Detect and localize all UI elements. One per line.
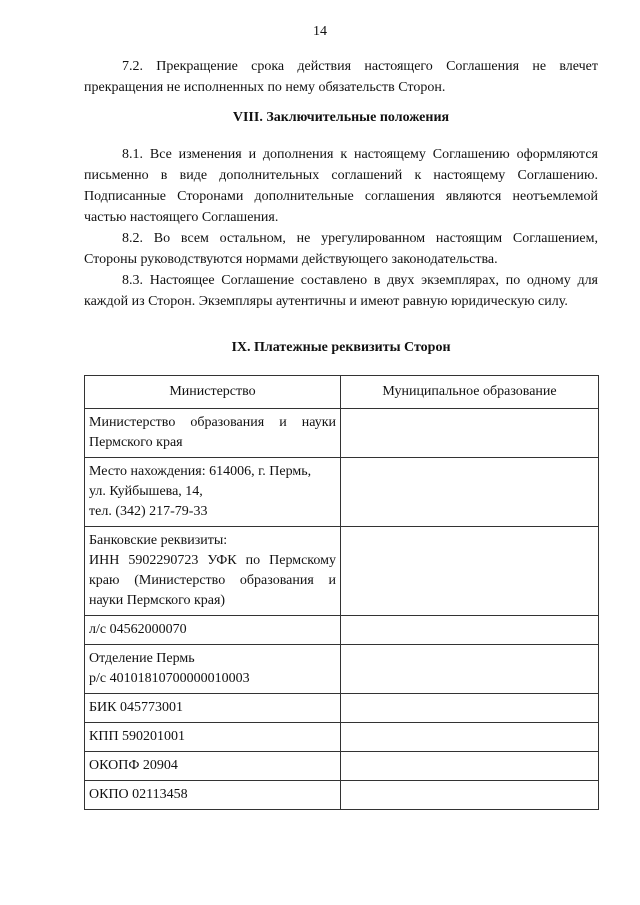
cell-text: Отделение Пермь [89,651,195,666]
section-9-title: IX. Платежные реквизиты Сторон [231,340,451,355]
header-municipality: Муниципальное образование [341,376,599,409]
cell-text: тел. (342) 217-79-33 [89,504,208,519]
okopf-cell [85,752,341,781]
clause-7-2: 7.2. Прекращение срока действия настоящего Соглашения не влечет прекращения не исполненных по нему обязательств Сторон. [84,59,598,95]
address-cell [85,458,341,527]
municipality-cell [341,527,599,616]
cell-text: Министерство образования и науки Пермского края [89,415,336,450]
cell-text: ОКПО 02113458 [89,787,188,802]
clause-8-2: 8.2. Во всем остальном, не урегулированном настоящим Соглашением, Стороны руководствуются нормами действующего законодательства. [84,231,598,267]
payment-details-table [84,375,599,810]
municipality-cell [341,409,599,458]
municipality-cell [341,645,599,694]
cell-text: р/с 40101810700000010003 [89,671,250,686]
table-header-row [85,376,599,409]
cell-text: Место нахождения: 614006, г. Пермь, [89,464,312,479]
table-row [85,458,599,527]
clause-8-1: 8.1. Все изменения и дополнения к настоящему Соглашению оформляются письменно в виде дополнительных соглашений к настоящему Соглашению. Подписанные Сторонами дополнительные соглашения являются неотъемлемой частью настоящего Соглашения. [84,147,598,225]
table-row [85,409,599,458]
cell-text: КПП 590201001 [89,729,186,744]
page-number: 14 [313,24,327,39]
table-row [85,752,599,781]
municipality-cell [341,723,599,752]
clause-8-3: 8.3. Настоящее Соглашение составлено в двух экземплярах, по одному для каждой из Сторон. Экземпляры аутентичны и имеют равную юридическую силу. [84,273,598,309]
cell-text: ул. Куйбышева, 14, [89,484,203,499]
municipality-cell [341,752,599,781]
bik-cell [85,694,341,723]
table-row [85,645,599,694]
header-ministry: Министерство [85,376,341,409]
account-cell [85,616,341,645]
municipality-cell [341,694,599,723]
section-8-title: VIII. Заключительные положения [232,110,450,125]
bank-branch-cell [85,645,341,694]
cell-text: л/с 04562000070 [89,622,187,637]
table-row [85,616,599,645]
bank-details-cell [85,527,341,616]
ministry-name-cell [85,409,341,458]
municipality-cell [341,781,599,810]
cell-text: БИК 045773001 [89,700,183,715]
municipality-cell [341,616,599,645]
municipality-cell [341,458,599,527]
table-row [85,723,599,752]
table-row [85,527,599,616]
table-row [85,694,599,723]
okpo-cell [85,781,341,810]
cell-text: ИНН 5902290723 УФК по Пермскому краю (Министерство образования и науки Пермского края) [89,553,336,608]
cell-text: ОКОПФ 20904 [89,758,178,773]
cell-text: Банковские реквизиты: [89,533,228,548]
table-row [85,781,599,810]
kpp-cell [85,723,341,752]
